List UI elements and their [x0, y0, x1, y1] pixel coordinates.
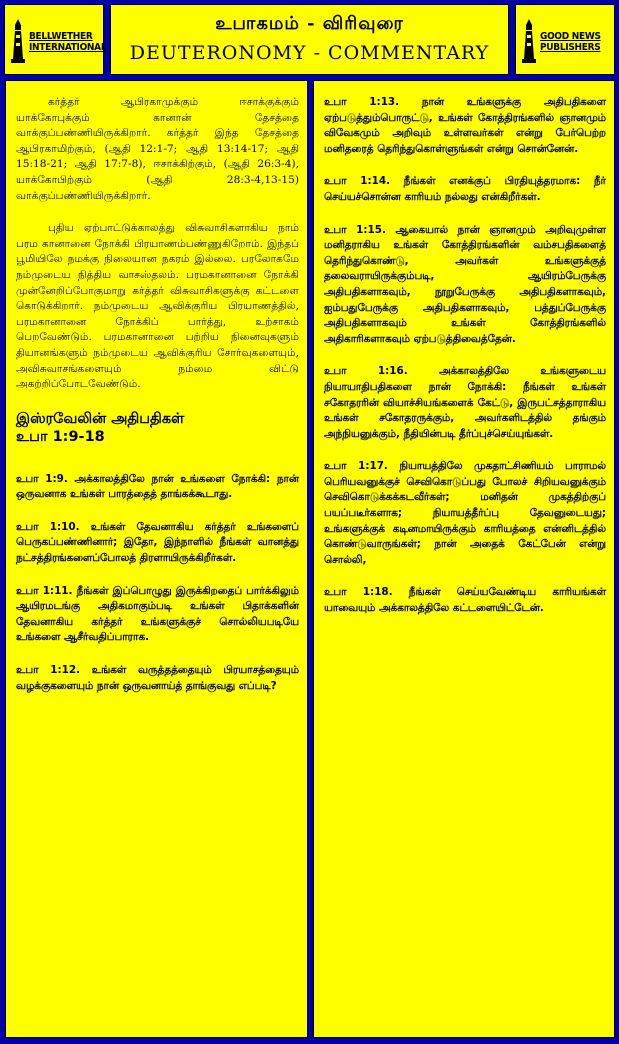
section-heading-title: இஸ்ரவேலின் அதிபதிகள் — [16, 410, 185, 427]
page-title-banner — [110, 4, 509, 75]
verse-paragraph: உபா 1:15. ஆகையால் நான் ஞானமும் அறிவுமுள்ள மனிதராகிய உங்கள் கோத்திரங்களின் வம்சபதிகளைத் தெரிந்துகொண்டு, அவர்கள் உங்களுக்குத் தலைவராயிருக்கும்படி, ஆயிரம்பேருக்கு அதிபதிகளாகவும், நூறுபேருக்கு அதிபதிகளாகவும், ஐம்பதுபேருக்கு அதிபதிகளாகவும், பத்துப்பேருக்கு அதிபதிகளாகவும் உங்கள் கோத்திரங்களில் அதிகாரிகளாகவும் ஏற்படுத்திவைத்தேன். — [324, 223, 606, 345]
logo-right-line2: PUBLISHERS — [540, 42, 601, 53]
verse-paragraph: உபா 1:13. நான் உங்களுக்கு அதிபதிகளை ஏற்படுத்தும்பொருட்டு, உங்கள் கோத்திரங்களில் ஞானமும் விவேகமும் அறிவும் உள்ளவர்கள் என்று பேர்பெற்ற மனிதரைத் தெரிந்துகொள்ளுங்கள் என்று சொன்னேன். — [324, 96, 606, 155]
logo-right-line1: GOOD NEWS — [540, 31, 601, 42]
good-news-logo-text — [540, 31, 601, 53]
verse-paragraph: உபா 1:14. நீங்கள் எனக்குப் பிரதியுத்தரமாக: நீர் செய்யச்சொன்ன காரியம் நல்லது என்கிறீர்கள். — [324, 175, 606, 203]
logo-left-line1: BELLWETHER — [29, 31, 93, 42]
bellwether-logo-text — [29, 31, 106, 53]
page-title-english: DEUTERONOMY - COMMENTARY — [129, 42, 490, 64]
intro-paragraph: கர்த்தர் ஆபிரகாமுக்கும் ஈசாக்குக்கும் யாக்கோபுக்கும் கானான் தேசத்தை வாக்குப்பண்ணியிருக்கிறார். கர்த்தர் இந்த தேசத்தை ஆபிரகாமிற்கும், (ஆதி 12:1-7; ஆதி 13:14-17; ஆதி 15:18-21; ஆதி 17:7-8), ஈசாக்கிற்கும், (ஆதி 26:3-4), யாக்கோபிற்கும் (ஆதி 28:3-4,13-15) வாக்குப்பண்ணியிருக்கிறார். — [16, 96, 299, 202]
verse-paragraph: உபா 1:9. அக்காலத்திலே நான் உங்களை நோக்கி: நான் ஒருவனாக உங்கள் பாரத்தைத் தாங்கக்கூடாது. — [16, 472, 299, 501]
verse-paragraph: உபா 1:18. நீங்கள் செய்யவேண்டிய காரியங்கள் யாவையும் அக்காலத்திலே கட்டளையிட்டேன். — [324, 586, 606, 615]
bellwether-logo — [4, 4, 107, 75]
verse-paragraph: உபா 1:10. உங்கள் தேவனாகிய கர்த்தர் உங்களைப் பெருகப்பண்ணினார்; இதோ, இந்நாளில் நீங்கள் வானத்து நட்சத்திரங்களைப்போலத் திரளாயிருக்கிறீர்கள். — [16, 520, 299, 565]
good-news-publishers-logo — [515, 4, 615, 75]
right-column — [313, 80, 615, 1038]
section-heading-reference: உபா 1:9-18 — [16, 428, 105, 445]
verse-paragraph: உபா 1:17. நியாயத்திலே முகதாட்சிணியம் பாராமல் பெரியவனுக்குச் செவிகொடுப்பது போலச் சிறியவனுக்கும் செவிகொடுக்கக்கடவீர்கள்; மனிதன் முகத்திற்குப் பயப்படீர்களாக; நியாயத்தீர்ப்பு தேவனுடையது; உங்களுக்குக் கடினமாயிருக்கும் காரியத்தை என்னிடத்தில் கொண்டுவாருங்கள்; நான் அதைக் கேட்பேன் என்று சொல்லி, — [324, 460, 606, 566]
verse-paragraph: உபா 1:16. அக்காலத்திலே உங்களுடைய நியாயாதிபதிகளை நான் நோக்கி: நீங்கள் உங்கள் சகோதரரின் வியாச்சியங்களைக் கேட்டு, இருபட்சத்தாராகிய உங்கள் சகோதரருக்கும், அவர்களிடத்தில் தங்கும் அந்நியனுக்கும், நீதியின்படி தீர்ப்புச்செய்யுங்கள். — [324, 365, 606, 440]
page-title-tamil: உபாகமம் - விரிவுரை — [215, 13, 404, 34]
intro-paragraph: புதிய ஏற்பாட்டுக்காலத்து விசுவாசிகளாகிய நாம் பரம கானானை நோக்கி பிரயாணம்பண்ணுகிறோம். இந்தப் பூமியிலே நமக்கு நிலையான நகரம் இல்லை. பரலோகமே நம்முடைய நித்திய வாசஸ்தலம். பரமகானானை நோக்கி முன்னேறிப்போகுமாறு கர்த்தர் விசுவாசிகளுக்கு கட்டளை கொடுக்கிறார். நம்முடைய ஆவிக்குரிய பிரயாணத்தில், பரமகானானை நோக்கிப் பார்த்து, உற்சாகம் பெறவேண்டும். பரமகானானை பற்றிய நினைவுகளும் தியானங்களும் நம்முடைய ஆவிக்குரிய சோர்வுகளையும், அவிசுவாசங்களையும் நம்மை விட்டு அகற்றிப்போடவேண்டும். — [16, 222, 299, 391]
verse-paragraph: உபா 1:11. நீங்கள் இப்பொழுது இருக்கிறதைப் பார்க்கிலும் ஆயிரமடங்கு அதிகமாகும்படி உங்கள் பிதாக்களின் தேவனாகிய கர்த்தர் உங்களுக்குச் சொல்லியபடியே உங்களை ஆசீர்வதிப்பாராக. — [16, 584, 299, 644]
logo-left-line2: INTERNATIONAL — [29, 42, 107, 53]
section-heading — [16, 410, 299, 446]
lighthouse-icon — [11, 19, 25, 63]
left-column — [5, 80, 308, 1038]
verse-paragraph: உபா 1:12. உங்கள் வருத்தத்தையும் பிரயாசத்தையும் வழக்குகளையும் நான் ஒருவனாய்த் தாங்குவது எப்படி? — [16, 664, 299, 692]
lighthouse-icon — [522, 19, 536, 63]
